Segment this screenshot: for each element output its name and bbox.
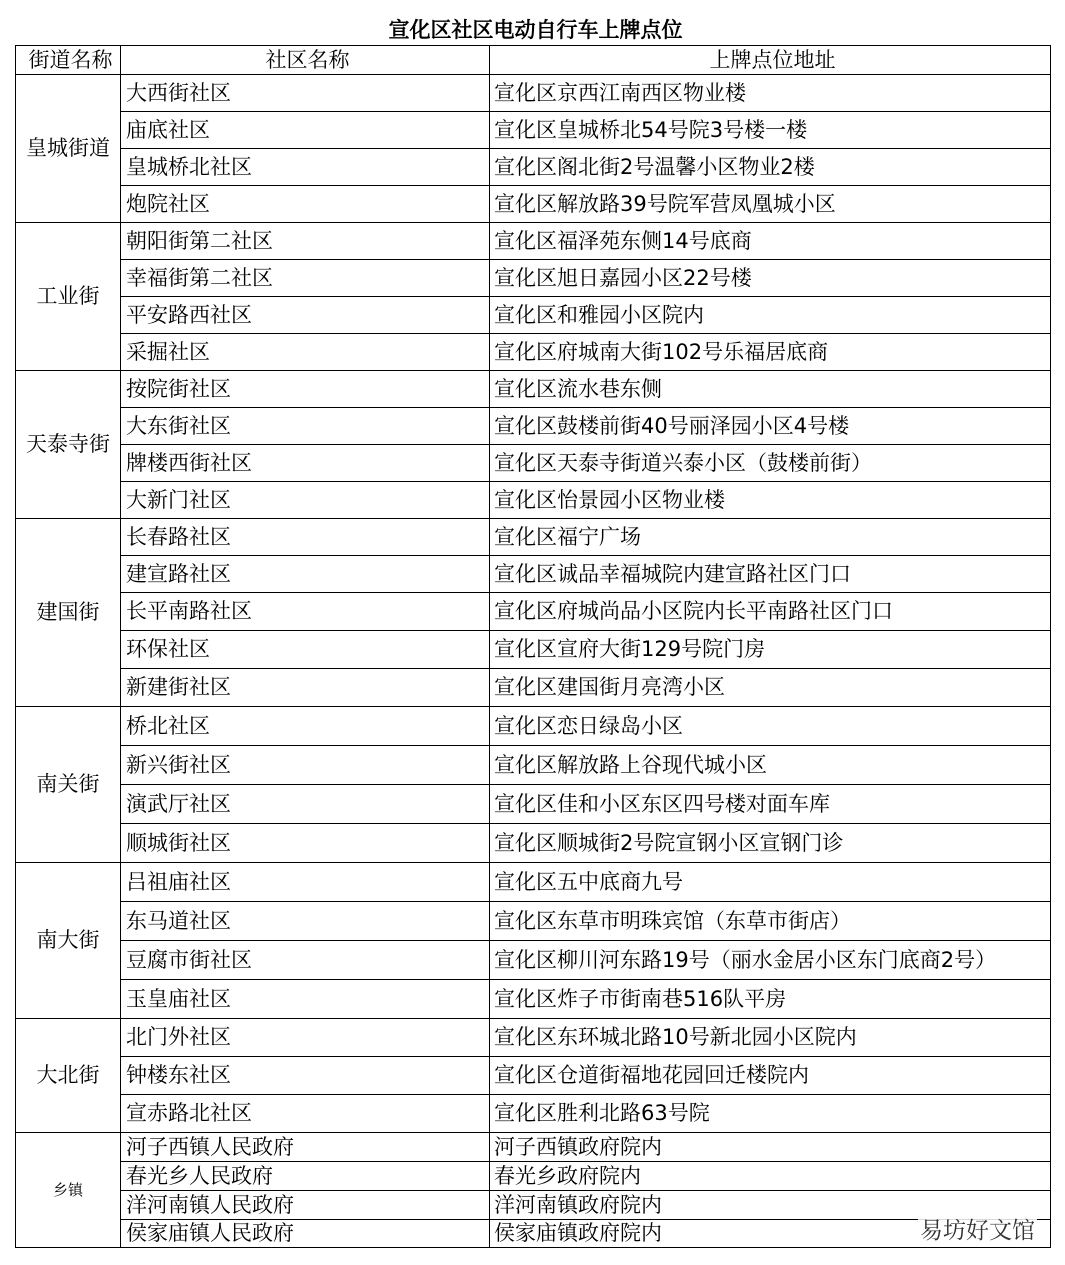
street-name-cell: 乡镇 <box>16 1133 121 1248</box>
community-name-cell: 大西街社区 <box>121 75 490 112</box>
street-name-cell: 南大街 <box>16 863 121 1019</box>
address-cell: 宣化区流水巷东侧 <box>490 371 1051 408</box>
table-row <box>16 149 1051 186</box>
address-cell: 宣化区胜利北路63号院 <box>490 1095 1051 1133</box>
address-cell: 宣化区和雅园小区院内 <box>490 297 1051 334</box>
community-name-cell: 长春路社区 <box>121 519 490 556</box>
table-row <box>16 186 1051 223</box>
address-cell: 宣化区皇城桥北54号院3号楼一楼 <box>490 112 1051 149</box>
title-row <box>16 15 1051 46</box>
header-community: 社区名称 <box>121 46 490 75</box>
community-name-cell: 皇城桥北社区 <box>121 149 490 186</box>
table-row <box>16 1220 1051 1248</box>
address-cell: 宣化区建国街月亮湾小区 <box>490 669 1051 707</box>
table-row <box>16 260 1051 297</box>
address-cell: 宣化区顺城街2号院宣钢小区宣钢门诊 <box>490 824 1051 863</box>
community-name-cell: 北门外社区 <box>121 1019 490 1057</box>
table-row <box>16 223 1051 260</box>
table-row <box>16 902 1051 941</box>
street-name-cell: 工业街 <box>16 223 121 371</box>
community-name-cell: 新兴街社区 <box>121 746 490 785</box>
header-address: 上牌点位地址 <box>490 46 1051 75</box>
community-name-cell: 洋河南镇人民政府 <box>121 1191 490 1220</box>
address-cell: 宣化区诚品幸福城院内建宣路社区门口 <box>490 556 1051 593</box>
table-title: 宣化区社区电动自行车上牌点位 <box>16 15 1051 46</box>
table-row <box>16 1057 1051 1095</box>
street-name-cell: 皇城街道 <box>16 75 121 223</box>
address-cell: 宣化区福宁广场 <box>490 519 1051 556</box>
community-name-cell: 平安路西社区 <box>121 297 490 334</box>
address-cell: 春光乡政府院内 <box>490 1162 1051 1191</box>
community-name-cell: 按院街社区 <box>121 371 490 408</box>
table-row <box>16 1133 1051 1162</box>
table-row <box>16 75 1051 112</box>
address-cell: 宣化区仓道街福地花园回迁楼院内 <box>490 1057 1051 1095</box>
table-row <box>16 631 1051 669</box>
street-name-cell: 南关街 <box>16 707 121 863</box>
address-cell: 宣化区东环城北路10号新北园小区院内 <box>490 1019 1051 1057</box>
community-name-cell: 大新门社区 <box>121 482 490 519</box>
address-cell: 宣化区炸子市街南巷516队平房 <box>490 980 1051 1019</box>
table-row <box>16 297 1051 334</box>
community-name-cell: 建宣路社区 <box>121 556 490 593</box>
community-name-cell: 顺城街社区 <box>121 824 490 863</box>
address-cell: 宣化区天泰寺街道兴泰小区（鼓楼前街） <box>490 445 1051 482</box>
street-name-cell: 建国街 <box>16 519 121 707</box>
address-cell: 宣化区旭日嘉园小区22号楼 <box>490 260 1051 297</box>
community-name-cell: 炮院社区 <box>121 186 490 223</box>
table-row <box>16 519 1051 556</box>
table-row <box>16 980 1051 1019</box>
address-cell: 侯家庙镇政府院内 <box>490 1220 1051 1248</box>
community-name-cell: 河子西镇人民政府 <box>121 1133 490 1162</box>
table-row <box>16 1095 1051 1133</box>
address-cell: 宣化区怡景园小区物业楼 <box>490 482 1051 519</box>
registration-sites-table <box>15 15 1051 1248</box>
community-name-cell: 采掘社区 <box>121 334 490 371</box>
table-row <box>16 1162 1051 1191</box>
table-row <box>16 445 1051 482</box>
community-name-cell: 豆腐市街社区 <box>121 941 490 980</box>
table-row <box>16 707 1051 746</box>
table-row <box>16 1019 1051 1057</box>
header-row <box>16 46 1051 75</box>
street-name-cell: 天泰寺街 <box>16 371 121 519</box>
table-row <box>16 371 1051 408</box>
table-row <box>16 482 1051 519</box>
address-cell: 宣化区府城南大街102号乐福居底商 <box>490 334 1051 371</box>
table-row <box>16 824 1051 863</box>
address-cell: 宣化区京西江南西区物业楼 <box>490 75 1051 112</box>
community-name-cell: 长平南路社区 <box>121 593 490 631</box>
community-name-cell: 牌楼西街社区 <box>121 445 490 482</box>
address-cell: 宣化区福泽苑东侧14号底商 <box>490 223 1051 260</box>
address-cell: 宣化区解放路上谷现代城小区 <box>490 746 1051 785</box>
address-cell: 宣化区东草市明珠宾馆（东草市街店） <box>490 902 1051 941</box>
community-name-cell: 春光乡人民政府 <box>121 1162 490 1191</box>
community-name-cell: 桥北社区 <box>121 707 490 746</box>
address-cell: 宣化区府城尚品小区院内长平南路社区门口 <box>490 593 1051 631</box>
table-row <box>16 1191 1051 1220</box>
street-name-cell: 大北街 <box>16 1019 121 1133</box>
table-row <box>16 556 1051 593</box>
table-row <box>16 408 1051 445</box>
address-cell: 宣化区解放路39号院军营凤凰城小区 <box>490 186 1051 223</box>
community-name-cell: 东马道社区 <box>121 902 490 941</box>
community-name-cell: 钟楼东社区 <box>121 1057 490 1095</box>
community-name-cell: 新建街社区 <box>121 669 490 707</box>
community-name-cell: 大东街社区 <box>121 408 490 445</box>
watermark: 易坊好文馆 <box>918 1212 1037 1245</box>
community-name-cell: 幸福街第二社区 <box>121 260 490 297</box>
table-row <box>16 593 1051 631</box>
address-cell: 洋河南镇政府院内 <box>490 1191 1051 1220</box>
address-cell: 宣化区宣府大街129号院门房 <box>490 631 1051 669</box>
community-name-cell: 侯家庙镇人民政府 <box>121 1220 490 1248</box>
community-name-cell: 演武厅社区 <box>121 785 490 824</box>
table-row <box>16 941 1051 980</box>
table-row <box>16 785 1051 824</box>
address-cell: 宣化区阁北街2号温馨小区物业2楼 <box>490 149 1051 186</box>
community-name-cell: 玉皇庙社区 <box>121 980 490 1019</box>
community-name-cell: 庙底社区 <box>121 112 490 149</box>
table-row <box>16 334 1051 371</box>
header-street: 街道名称 <box>16 46 121 75</box>
table-row <box>16 746 1051 785</box>
table-row <box>16 863 1051 902</box>
address-cell: 宣化区佳和小区东区四号楼对面车库 <box>490 785 1051 824</box>
address-cell: 河子西镇政府院内 <box>490 1133 1051 1162</box>
community-name-cell: 吕祖庙社区 <box>121 863 490 902</box>
address-cell: 宣化区鼓楼前街40号丽泽园小区4号楼 <box>490 408 1051 445</box>
address-cell: 宣化区柳川河东路19号（丽水金居小区东门底商2号） <box>490 941 1051 980</box>
address-cell: 宣化区五中底商九号 <box>490 863 1051 902</box>
community-name-cell: 宣赤路北社区 <box>121 1095 490 1133</box>
table-row <box>16 669 1051 707</box>
community-name-cell: 朝阳街第二社区 <box>121 223 490 260</box>
address-cell: 宣化区恋日绿岛小区 <box>490 707 1051 746</box>
table-row <box>16 112 1051 149</box>
community-name-cell: 环保社区 <box>121 631 490 669</box>
